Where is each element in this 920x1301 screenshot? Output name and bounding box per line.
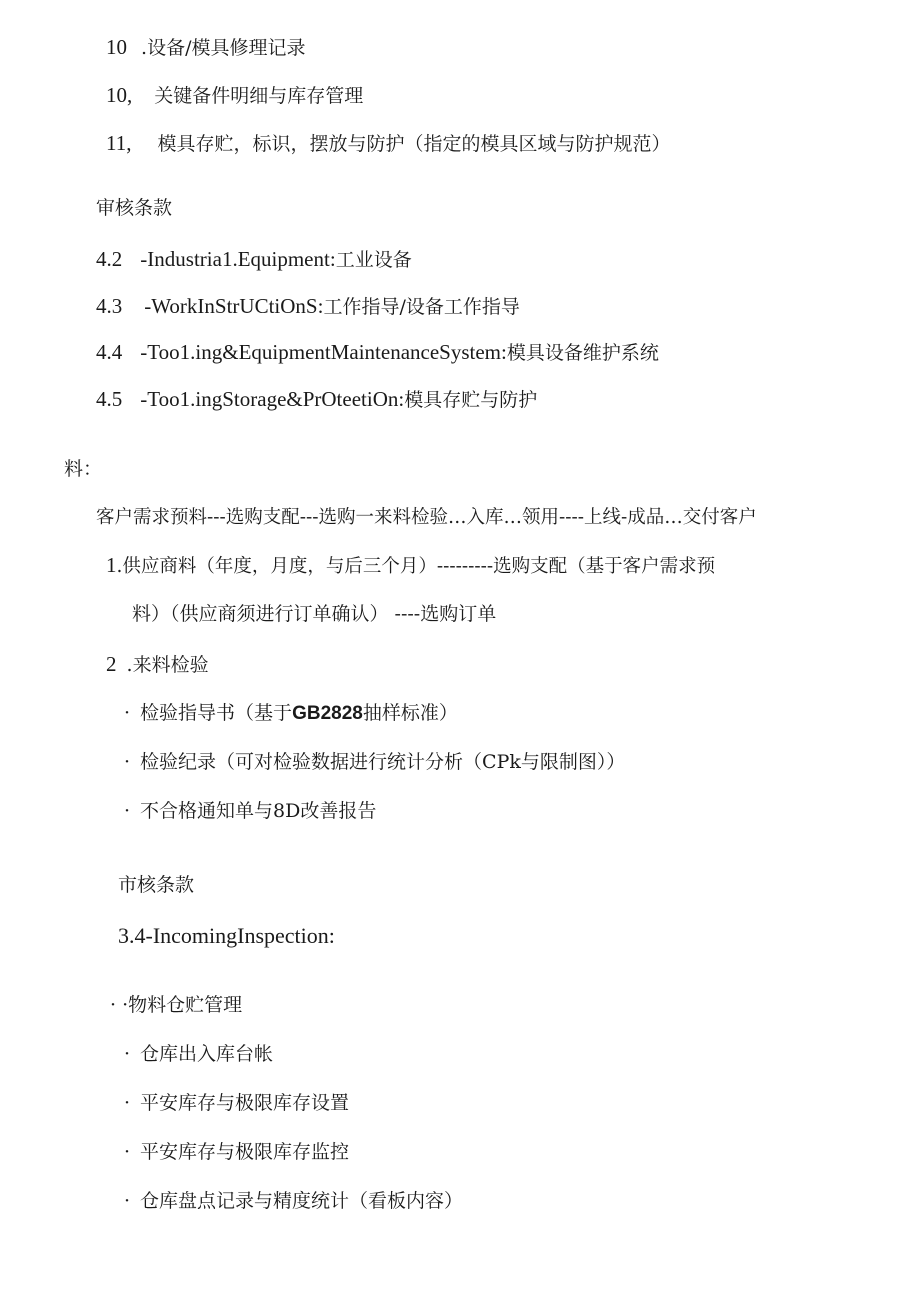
- item-number: 2: [106, 652, 117, 676]
- clause-chinese: 模具存贮与防护: [404, 389, 538, 411]
- item-continuation: 料）（供应商须进行订单确认） ----选购订单: [132, 603, 497, 625]
- bullet-item: [124, 701, 458, 726]
- bullet-item: [124, 1140, 349, 1164]
- bullet-item: [124, 1189, 463, 1213]
- bullet-icon: · ·: [110, 994, 129, 1016]
- bullet-item: [124, 1091, 349, 1115]
- clause-number: 4.5: [96, 387, 123, 411]
- section-label: 料：: [64, 458, 103, 480]
- item-text: .设备/模具修理记录: [141, 37, 306, 59]
- bullet-icon: ·: [124, 702, 131, 724]
- bullet-text: 仓库盘点记录与精度统计（看板内容）: [140, 1190, 464, 1212]
- bullet-item: [124, 1042, 273, 1066]
- audit-clause: 3.4-IncomingInspection:: [118, 923, 335, 948]
- list-item: [106, 131, 671, 156]
- bullet-text-pre: 检验指导书（基于: [140, 702, 293, 724]
- bullet-item: [124, 799, 376, 823]
- bullet-text: 平安库存与极限库存监控: [140, 1141, 350, 1163]
- bullet-text-post: 抽样标准）: [362, 702, 458, 724]
- clause-english: -Industria1.Equipment:: [140, 247, 336, 271]
- list-item: [106, 83, 363, 108]
- bullet-icon: ·: [124, 751, 131, 773]
- clause-chinese: 工作指导/设备工作指导: [323, 296, 520, 318]
- bullet-text: 仓库出入库台帐: [140, 1043, 274, 1065]
- clause-number: 4.4: [96, 340, 123, 364]
- clause-english: -Too1.ing&EquipmentMaintenanceSystem:: [140, 340, 507, 364]
- clause-number: 4.2: [96, 247, 123, 271]
- clause-english: -WorkInStrUCtiOnS:: [144, 294, 324, 318]
- list-item: [106, 553, 715, 579]
- bullet-text: 平安库存与极限库存设置: [140, 1092, 350, 1114]
- audit-clause: [96, 387, 537, 412]
- item-text: 模具存贮，标识，摆放与防护（指定的模具区域与防护规范）: [157, 133, 671, 155]
- audit-clause: [96, 294, 520, 319]
- item-number: 11,: [106, 131, 132, 155]
- bullet-icon: ·: [124, 1141, 131, 1163]
- bullet-text: 检验纪录（可对检验数据进行统计分析（CPk与限制图））: [140, 751, 626, 773]
- item-number: 10: [106, 35, 127, 59]
- clause-chinese: 模具设备维护系统: [506, 342, 659, 364]
- audit-clause: [96, 247, 412, 272]
- list-item: [110, 993, 242, 1017]
- section-heading: 市核条款: [118, 874, 195, 896]
- clause-number: 4.3: [96, 294, 123, 318]
- item-number: 10,: [106, 83, 133, 107]
- item-text: .供应商料（年度，月度，与后三个月）---------选购支配（基于客户需求预: [116, 556, 716, 577]
- section-heading: 审核条款: [96, 197, 173, 219]
- bullet-icon: ·: [124, 1043, 131, 1065]
- audit-clause: [96, 340, 659, 365]
- bullet-text: 不合格通知单与8D改善报告: [140, 800, 377, 822]
- clause-chinese: 工业设备: [335, 249, 412, 271]
- bullet-icon: ·: [124, 800, 131, 822]
- item-title: .来料检验: [126, 654, 209, 676]
- bullet-item: [124, 750, 625, 774]
- bullet-icon: ·: [124, 1190, 131, 1212]
- list-item: [106, 35, 306, 60]
- clause-english: -Too1.ingStorage&PrOteetiOn:: [140, 387, 405, 411]
- item-title: 物料仓贮管理: [128, 994, 243, 1016]
- standard-code: GB2828: [292, 703, 363, 724]
- process-flow: 客户需求预料---选购支配---选购一来料检验…入库…领用----上线-成品…交付客户: [96, 507, 757, 528]
- bullet-icon: ·: [124, 1092, 131, 1114]
- list-item: [106, 652, 209, 677]
- item-number: 1: [106, 553, 117, 577]
- item-text: 关键备件明细与库存管理: [154, 85, 364, 107]
